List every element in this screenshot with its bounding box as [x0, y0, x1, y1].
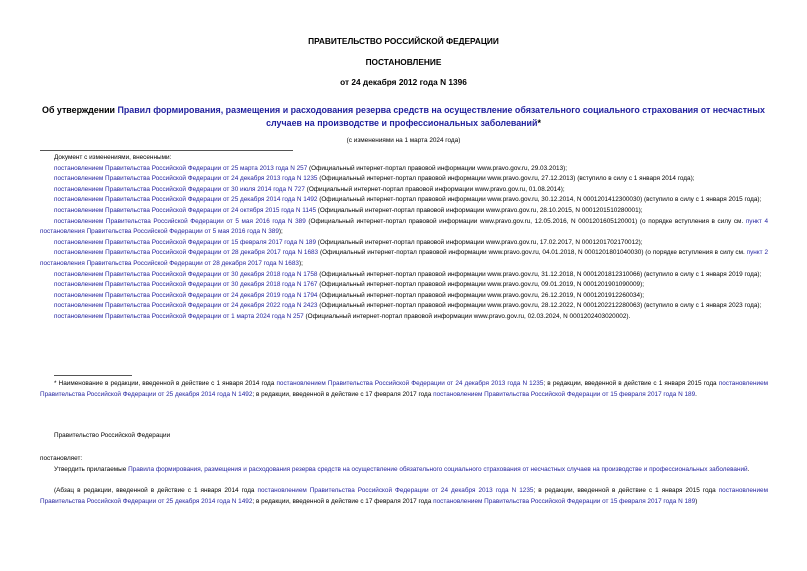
change-link[interactable]: постановлением Правительства Российской Федерации от 30 июля 2014 года N 727: [54, 185, 305, 193]
change-link[interactable]: постановлением Правительства Российской Федерации от 24 декабря 2013 года N 1235: [54, 175, 318, 183]
paragraph-revision-note: (Абзац в редакции, введенной в действие с 1 января 2014 года постановлением Правительства Российской Федерации от 24 декабря 2013 года N 1235; в редакции, введенной в действие с 1 января 2015 года постановлением Правительства Российской Федерации от 25 декабря 2014 года N 1492; в редакции, введенной в действие с 17 февраля 2017 года постановлением Правительства Российской Федерации от 15 февраля 2017 года N 189): [40, 487, 768, 505]
title-prefix: Об утверждении: [42, 105, 118, 115]
revision-link[interactable]: постановлением Правительства Российской Федерации от 25 декабря 2014 года N 1492: [40, 487, 768, 505]
change-link[interactable]: постановлением Правительства Российской Федерации от 15 февраля 2017 года N 189: [54, 238, 317, 246]
change-item: постановлением Правительства Российской Федерации от 24 октября 2015 года N 1145 (Официальный интернет-портал правовой информации www.pravo.gov.ru, 28.10.2015, N 0001201510280001);: [54, 206, 643, 214]
change-link[interactable]: постановлением Правительства Российской Федерации от 25 марта 2013 года N 257: [54, 164, 308, 172]
change-item: постановлением Правительства Российской Федерации от 28 декабря 2017 года N 1683 (Официальный интернет-портал правовой информации www.pravo.gov.ru, 04.01.2018, N 0001201801040030) (о порядке вступления в силу см. пункт 2 постановления Правительства Российской Федерации от 28 декабря 2017 года N 1683);: [40, 249, 769, 267]
change-link[interactable]: пункт 2 постановления Правительства Российской Федерации от 28 декабря 2017 года N 1683: [40, 249, 769, 267]
change-item: постановлением Правительства Российской Федерации от 30 декабря 2018 года N 1767 (Официальный интернет-портал правовой информации www.pravo.gov.ru, 09.01.2019, N 0001201901090009);: [54, 281, 645, 289]
change-item: постановлением Правительства Российской Федерации от 5 мая 2016 года N 389 (Официальный интернет-портал правовой информации www.pravo.gov.ru, 12.05.2016, N 0001201605120001) (о порядке вступления в силу см. пункт 4 постановления Правительства Российской Федерации от 5 мая 2016 года N 389);: [40, 217, 768, 236]
change-link[interactable]: постановлением Правительства Российской Федерации от 1 марта 2024 года N 257: [54, 312, 304, 320]
change-link[interactable]: постановлением Правительства Российской Федерации от 25 декабря 2014 года N 1492: [54, 196, 318, 204]
revision-link[interactable]: постановлением Правительства Российской Федерации от 15 февраля 2017 года N 189: [433, 497, 696, 505]
title-suffix: *: [537, 117, 541, 128]
org-heading: ПРАВИТЕЛЬСТВО РОССИЙСКОЙ ФЕДЕРАЦИИ: [308, 36, 499, 46]
footnote-divider: [54, 375, 132, 376]
rules-link[interactable]: Правила формирования, размещения и расходования резерва средств на осуществление обязательного социального страхования от несчастных случаев на производстве и профессиональных заболеваний: [128, 465, 748, 473]
change-item: постановлением Правительства Российской Федерации от 24 декабря 2013 года N 1235 (Официальный интернет-портал правовой информации www.pravo.gov.ru, 27.12.2013) (вступило в силу с 1 января 2014 года);: [54, 175, 695, 183]
change-item: постановлением Правительства Российской Федерации от 25 марта 2013 года N 257 (Официальный интернет-портал правовой информации www.pravo.gov.ru, 29.03.2013);: [54, 164, 568, 172]
footnote-link[interactable]: постановлением Правительства Российской Федерации от 24 декабря 2013 года N 1235: [276, 380, 544, 387]
change-item: постановлением Правительства Российской Федерации от 1 марта 2024 года N 257 (Официальный интернет-портал правовой информации www.pravo.gov.ru, 02.03.2024, N 0001202403020002).: [54, 312, 631, 320]
footnote: * Наименование в редакции, введенной в действие с 1 января 2014 года постановлением Правительства Российской Федерации от 24 декабря 2013 года N 1235; в редакции, введенной в действие с 1 января 2015 года постановлением Правительства Российской Федерации от 25 декабря 2014 года N 1492; в редакции, введенной в действие с 17 февраля 2017 года постановлением Правительства Российской Федерации от 15 февраля 2017 года N 189.: [40, 380, 769, 398]
change-item: постановлением Правительства Российской Федерации от 25 декабря 2014 года N 1492 (Официальный интернет-портал правовой информации www.pravo.gov.ru, 30.12.2014, N 0001201412300030) (вступило в силу с 1 января 2015 года);: [54, 196, 762, 204]
change-item: постановлением Правительства Российской Федерации от 30 июля 2014 года N 727 (Официальный интернет-портал правовой информации www.pravo.gov.ru, 01.08.2014);: [54, 185, 565, 193]
change-link[interactable]: постановлением Правительства Российской Федерации от 24 декабря 2022 года N 2423: [54, 302, 318, 310]
changes-list: [40, 164, 768, 323]
change-link[interactable]: пункт 4 постановления Правительства Российской Федерации от 5 мая 2016 года N 389: [40, 217, 768, 236]
change-link[interactable]: постановлением Правительства Российской Федерации от 30 декабря 2018 года N 1758: [54, 270, 318, 278]
change-item: постановлением Правительства Российской Федерации от 24 декабря 2019 года N 1794 (Официальный интернет-портал правовой информации www.pravo.gov.ru, 26.12.2019, N 0001201912260034);: [54, 291, 645, 299]
change-item: постановлением Правительства Российской Федерации от 24 декабря 2022 года N 2423 (Официальный интернет-портал правовой информации www.pravo.gov.ru, 28.12.2022, N 0001202212280063) (вступило в силу с 1 января 2023 года);: [54, 302, 762, 310]
change-link[interactable]: постановлением Правительства Российской Федерации от 24 октября 2015 года N 1145: [54, 206, 316, 214]
footnote-link[interactable]: постановлением Правительства Российской Федерации от 15 февраля 2017 года N 189: [433, 390, 696, 398]
revision-link[interactable]: постановлением Правительства Российской Федерации от 24 декабря 2013 года N 1235: [257, 487, 534, 494]
divider: [40, 150, 293, 151]
amended-note: (с изменениями на 1 марта 2024 года): [346, 137, 461, 144]
change-link[interactable]: постановлением Правительства Российской Федерации от 24 декабря 2019 года N 1794: [54, 291, 318, 299]
change-link[interactable]: постановлением Правительства Российской Федерации от 30 декабря 2018 года N 1767: [54, 281, 318, 289]
change-link[interactable]: постановлением Правительства Российской Федерации от 5 мая 2016 года N 389: [54, 217, 306, 225]
change-item: постановлением Правительства Российской Федерации от 15 февраля 2017 года N 189 (Официальный интернет-портал правовой информации www.pravo.gov.ru, 17.02.2017, N 0001201702170012);: [54, 238, 643, 246]
change-item: постановлением Правительства Российской Федерации от 30 декабря 2018 года N 1758 (Официальный интернет-портал правовой информации www.pravo.gov.ru, 31.12.2018, N 0001201812310066) (вступило в силу с 1 января 2019 года);: [54, 270, 762, 278]
date-number-heading: от 24 декабря 2012 года N 1396: [340, 77, 467, 87]
changes-intro: Документ с изменениями, внесенными:: [54, 154, 172, 161]
doc-type-heading: ПОСТАНОВЛЕНИЕ: [365, 57, 442, 67]
government-line: Правительство Российской Федерации: [54, 432, 171, 439]
title-link[interactable]: Правил формирования, размещения и расходования резерва средств на осуществление обязательного социального страхования от несчастных случаев на производстве и профессиональных заболеваний: [117, 105, 765, 128]
resolves-line: постановляет:: [40, 455, 83, 462]
change-link[interactable]: постановлением Правительства Российской Федерации от 28 декабря 2017 года N 1683: [54, 249, 319, 257]
document-title: [40, 104, 767, 129]
approve-paragraph: Утвердить прилагаемые Правила формирования, размещения и расходования резерва средств на осуществление обязательного социального страхования от несчастных случаев на производстве и профессиональных заболеваний.: [54, 465, 750, 473]
footnote-link[interactable]: постановлением Правительства Российской Федерации от 25 декабря 2014 года N 1492: [40, 380, 769, 398]
